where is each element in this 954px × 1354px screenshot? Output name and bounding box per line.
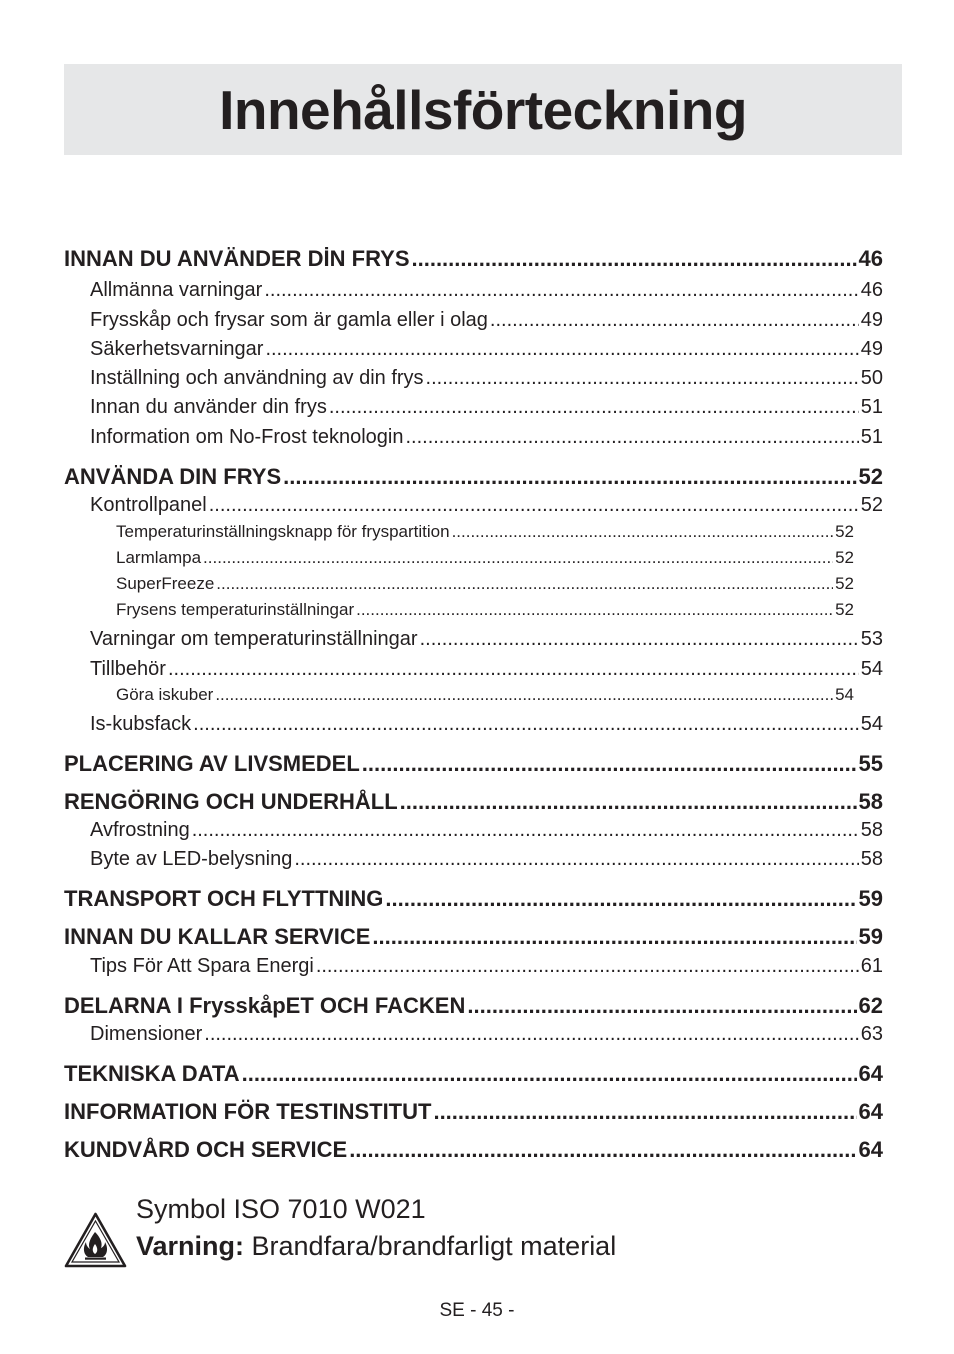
toc-entry-label: Temperaturinställningsknapp för fryspartition: [116, 522, 450, 541]
toc-entry[interactable]: [64, 993, 883, 1019]
toc-entry-label: ANVÄNDA DIN FRYS: [64, 464, 282, 489]
toc-entry[interactable]: [64, 1023, 883, 1046]
toc-entry-label: PLACERING AV LIVSMEDEL: [64, 751, 360, 776]
toc-leader-dots: [452, 522, 834, 542]
toc-entry-label: Tips För Att Spara Energi: [90, 955, 314, 977]
toc-entry-page: 52: [835, 522, 854, 541]
toc-leader-dots: [400, 789, 857, 815]
toc-entry-label: INFORMATION FÖR TESTINSTITUT: [64, 1099, 432, 1124]
toc-entry-page: 64: [858, 1061, 883, 1086]
toc-entry[interactable]: [64, 1099, 883, 1125]
toc-entry-label: INNAN DU KALLAR SERVICE: [64, 924, 371, 949]
toc-entry[interactable]: [64, 600, 883, 620]
toc-leader-dots: [192, 819, 859, 842]
toc-entry-page: 53: [860, 628, 883, 650]
toc-entry[interactable]: [64, 955, 883, 978]
toc-entry-page: 49: [860, 338, 883, 360]
toc-leader-dots: [420, 628, 859, 651]
toc-entry-page: 54: [860, 658, 883, 680]
toc-entry[interactable]: [64, 848, 883, 871]
warning-description: Brandfara/brandfarligt material: [244, 1231, 617, 1261]
toc-entry-page: 52: [835, 574, 854, 593]
toc-entry-page: 50: [860, 367, 883, 389]
toc-leader-dots: [372, 924, 856, 950]
toc-leader-dots: [356, 600, 833, 620]
toc-leader-dots: [349, 1137, 856, 1163]
toc-entry-label: DELARNA I FrysskåpET OCH FACKEN: [64, 993, 466, 1018]
toc-entry[interactable]: [64, 751, 883, 777]
toc-entry-page: 59: [858, 924, 883, 949]
toc-entry[interactable]: [64, 338, 883, 361]
toc-leader-dots: [316, 955, 859, 978]
page-title: Innehållsförteckning: [219, 78, 747, 141]
toc-leader-dots: [216, 574, 833, 594]
toc-entry-label: Information om No-Frost teknologin: [90, 426, 404, 448]
toc-entry[interactable]: [64, 426, 883, 449]
toc-entry-label: Is-kubsfack: [90, 713, 192, 735]
toc-entry-label: Dimensioner: [90, 1023, 203, 1045]
toc-entry-page: 55: [858, 751, 883, 776]
toc-entry[interactable]: [64, 789, 883, 815]
toc-leader-dots: [329, 396, 859, 419]
toc-entry-label: Larmlampa: [116, 548, 202, 567]
toc-entry-page: 52: [835, 548, 854, 567]
toc-entry-label: Allmänna varningar: [90, 279, 263, 301]
toc-entry-label: INNAN DU ANVÄNDER DİN FRYS: [64, 246, 410, 271]
toc-entry-label: Byte av LED-belysning: [90, 848, 293, 870]
toc-leader-dots: [215, 685, 833, 705]
toc-entry-page: 51: [860, 426, 883, 448]
toc-leader-dots: [168, 658, 859, 681]
toc-entry-page: 64: [858, 1137, 883, 1162]
toc-entry[interactable]: [64, 819, 883, 842]
toc-entry[interactable]: [64, 367, 883, 390]
toc-entry[interactable]: [64, 628, 883, 651]
toc-entry-page: 62: [858, 993, 883, 1018]
toc-entry[interactable]: [64, 494, 883, 517]
toc-entry[interactable]: [64, 1137, 883, 1163]
toc-entry[interactable]: [64, 309, 883, 332]
toc-leader-dots: [426, 367, 859, 390]
toc-entry[interactable]: [64, 886, 883, 912]
warning-block: [64, 1194, 764, 1274]
toc-entry-page: 52: [860, 494, 883, 516]
toc-leader-dots: [203, 548, 833, 568]
page-number: SE - 45 -: [439, 1300, 515, 1321]
toc-entry[interactable]: [64, 574, 883, 594]
toc-leader-dots: [362, 751, 857, 777]
toc-entry-page: 59: [858, 886, 883, 911]
toc-entry-label: RENGÖRING OCH UNDERHÅLL: [64, 789, 398, 814]
toc-entry-label: Innan du använder din frys: [90, 396, 327, 418]
toc-entry-label: Frysens temperaturinställningar: [116, 600, 355, 619]
toc-entry-label: Inställning och användning av din frys: [90, 367, 424, 389]
toc-leader-dots: [385, 886, 856, 912]
toc-entry-page: 61: [860, 955, 883, 977]
toc-leader-dots: [467, 993, 856, 1019]
toc-entry-page: 51: [860, 396, 883, 418]
toc-leader-dots: [265, 338, 858, 361]
toc-entry-label: Avfrostning: [90, 819, 190, 841]
toc-entry[interactable]: [64, 658, 883, 681]
toc-entry-label: KUNDVÅRD OCH SERVICE: [64, 1137, 348, 1162]
toc-entry-label: TRANSPORT OCH FLYTTNING: [64, 886, 384, 911]
toc-entry-label: Frysskåp och frysar som är gamla eller i olag: [90, 309, 488, 331]
toc-leader-dots: [412, 246, 857, 272]
toc-leader-dots: [405, 426, 858, 449]
toc-entry-page: 54: [860, 713, 883, 735]
toc-leader-dots: [433, 1099, 856, 1125]
toc-entry-label: Kontrollpanel: [90, 494, 207, 516]
toc-entry-label: TEKNISKA DATA: [64, 1061, 240, 1086]
toc-entry-label: Varningar om temperaturinställningar: [90, 628, 418, 650]
toc-entry-page: 52: [858, 464, 883, 489]
toc-entry[interactable]: [64, 522, 883, 542]
toc-entry[interactable]: [64, 713, 883, 736]
flammable-warning-icon: [64, 1212, 127, 1268]
toc-entry[interactable]: [64, 246, 883, 272]
symbol-text: Symbol ISO 7010 W021: [136, 1194, 426, 1224]
toc-entry-page: 46: [858, 246, 883, 271]
toc-entry[interactable]: [64, 396, 883, 419]
title-band: [64, 64, 902, 155]
toc-entry-label: SuperFreeze: [116, 574, 215, 593]
toc-entry-page: 58: [860, 819, 883, 841]
toc-entry-page: 49: [860, 309, 883, 331]
toc-entry-page: 63: [860, 1023, 883, 1045]
toc-entry[interactable]: [64, 548, 883, 568]
warning-text: [136, 1231, 616, 1262]
toc-leader-dots: [204, 1023, 858, 1046]
toc-entry[interactable]: [64, 685, 883, 705]
toc-entry[interactable]: [64, 279, 883, 302]
toc-entry-label: Göra iskuber: [116, 685, 214, 704]
toc-entry[interactable]: [64, 924, 883, 950]
toc-entry-page: 52: [835, 600, 854, 619]
toc-entry-page: 46: [860, 279, 883, 301]
toc-entry-label: Säkerhetsvarningar: [90, 338, 264, 360]
warning-label: Varning:: [136, 1231, 245, 1261]
toc-leader-dots: [193, 713, 859, 736]
toc-leader-dots: [264, 279, 858, 302]
toc-entry-page: 54: [835, 685, 854, 704]
toc-leader-dots: [242, 1061, 857, 1087]
toc-entry-page: 58: [858, 789, 883, 814]
toc-leader-dots: [283, 464, 856, 490]
toc-leader-dots: [294, 848, 858, 871]
toc-entry[interactable]: [64, 1061, 883, 1087]
toc-leader-dots: [490, 309, 859, 332]
toc-entry-page: 58: [860, 848, 883, 870]
toc-leader-dots: [209, 494, 859, 517]
toc-entry-label: Tillbehör: [90, 658, 166, 680]
toc-entry[interactable]: [64, 464, 883, 490]
toc-entry-page: 64: [858, 1099, 883, 1124]
